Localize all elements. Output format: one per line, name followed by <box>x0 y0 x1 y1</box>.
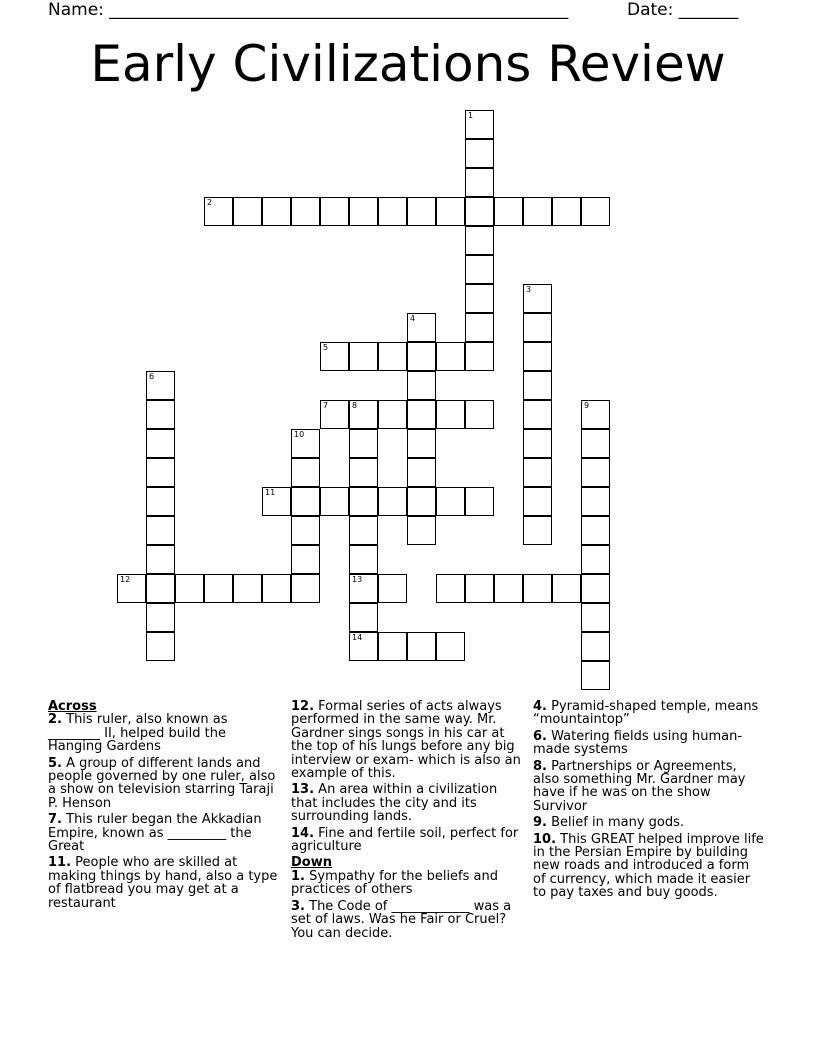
date-field[interactable]: Date: _______ <box>627 0 739 20</box>
clue-across-2 <box>48 713 280 753</box>
grid-cell[interactable] <box>581 516 610 545</box>
cell-number: 11 <box>265 488 276 497</box>
grid-cell[interactable] <box>523 371 552 400</box>
grid-cell[interactable] <box>436 342 465 371</box>
cell-number: 4 <box>410 314 416 323</box>
cell-number: 1 <box>468 111 474 120</box>
clue-column-2 <box>291 700 523 943</box>
grid-cell[interactable] <box>436 632 465 661</box>
clue-down-4 <box>533 700 765 727</box>
cell-number: 2 <box>207 198 213 207</box>
grid-cell[interactable] <box>407 371 436 400</box>
clue-down-6 <box>533 730 765 757</box>
grid-cell[interactable] <box>117 574 146 603</box>
grid-cell[interactable] <box>146 545 175 574</box>
grid-cell[interactable] <box>581 197 610 226</box>
across-heading: Across <box>48 699 97 714</box>
clue-across-11 <box>48 856 280 910</box>
grid-cell[interactable] <box>349 342 378 371</box>
grid-cell[interactable] <box>465 342 494 371</box>
grid-cell[interactable] <box>291 516 320 545</box>
clue-text: Formal series of acts always performed in the same way. Mr. Gardner sings songs in his car at the top of his lungs before any big interview or exam- which is also an example of this. <box>291 699 521 782</box>
down-heading: Down <box>291 855 332 871</box>
grid-cell[interactable] <box>146 603 175 632</box>
grid-cell[interactable] <box>581 661 610 690</box>
grid-cell[interactable] <box>349 458 378 487</box>
name-field[interactable]: Name: ______________________________________________________ <box>48 0 569 20</box>
grid-cell[interactable] <box>349 400 378 429</box>
cell-number: 7 <box>323 401 329 410</box>
grid-cell[interactable] <box>581 458 610 487</box>
clue-across-14 <box>291 827 523 854</box>
grid-cell[interactable] <box>349 197 378 226</box>
cell-number: 14 <box>352 633 363 642</box>
grid-cell[interactable] <box>291 429 320 458</box>
grid-cell[interactable] <box>233 574 262 603</box>
grid-cell[interactable] <box>465 313 494 342</box>
grid-cell[interactable] <box>523 342 552 371</box>
clue-number: 10. <box>533 831 557 847</box>
grid-cell[interactable] <box>523 313 552 342</box>
grid-cell[interactable] <box>407 429 436 458</box>
grid-cell[interactable] <box>146 516 175 545</box>
clue-text: Partnerships or Agreements, also something Mr. Gardner may have if he was on the show Survivor <box>533 758 746 814</box>
clue-across-12 <box>291 700 523 780</box>
grid-cell[interactable] <box>523 574 552 603</box>
grid-cell[interactable] <box>291 545 320 574</box>
clue-across-7 <box>48 813 280 853</box>
grid-cell[interactable] <box>581 632 610 661</box>
grid-cell[interactable] <box>581 574 610 603</box>
clue-down-10 <box>533 833 765 900</box>
clue-text: Pyramid-shaped temple, means “mountaintop” <box>533 699 759 728</box>
grid-cell[interactable] <box>465 197 494 226</box>
grid-cell[interactable] <box>204 197 233 226</box>
clue-down-3 <box>291 900 523 940</box>
grid-cell[interactable] <box>291 574 320 603</box>
grid-cell[interactable] <box>204 574 233 603</box>
grid-cell[interactable] <box>407 400 436 429</box>
grid-cell[interactable] <box>378 574 407 603</box>
grid-cell[interactable] <box>494 574 523 603</box>
clue-number: 1. <box>291 868 305 884</box>
clue-text: Belief in many gods. <box>551 815 685 831</box>
grid-cell[interactable] <box>146 400 175 429</box>
grid-cell[interactable] <box>407 342 436 371</box>
grid-cell[interactable] <box>349 574 378 603</box>
clue-number: 2. <box>48 712 62 728</box>
grid-cell[interactable] <box>349 487 378 516</box>
grid-cell[interactable] <box>262 574 291 603</box>
cell-number: 12 <box>120 575 131 584</box>
grid-cell[interactable] <box>523 458 552 487</box>
grid-cell[interactable] <box>581 603 610 632</box>
grid-cell[interactable] <box>146 429 175 458</box>
grid-cell[interactable] <box>407 516 436 545</box>
clue-text: An area within a civilization that includes the city and its surrounding lands. <box>291 782 498 825</box>
cell-number: 13 <box>352 575 363 584</box>
grid-cell[interactable] <box>262 487 291 516</box>
grid-cell[interactable] <box>146 458 175 487</box>
grid-cell[interactable] <box>494 197 523 226</box>
clue-down-8 <box>533 760 765 814</box>
grid-cell[interactable] <box>581 545 610 574</box>
clue-number: 13. <box>291 782 315 798</box>
grid-cell[interactable] <box>523 516 552 545</box>
grid-cell[interactable] <box>465 168 494 197</box>
clue-number: 8. <box>533 758 547 774</box>
clue-text: People who are skilled at making things by hand, also a type of flatbread you may get at a restaurant <box>48 855 278 911</box>
grid-cell[interactable] <box>523 400 552 429</box>
grid-cell[interactable] <box>407 487 436 516</box>
clue-text: This GREAT helped improve life in the Persian Empire by building new roads and introduced a form of currency, which made it easier to pay taxes and buy goods. <box>533 831 764 901</box>
clue-text: Watering fields using human-made systems <box>533 728 743 758</box>
grid-cell[interactable] <box>291 487 320 516</box>
clue-text: A group of different lands and people governed by one ruler, also a show on television starring Taraji P. Henson <box>48 755 276 811</box>
clue-number: 7. <box>48 812 62 828</box>
grid-cell[interactable] <box>436 197 465 226</box>
clue-text: This ruler began the Akkadian Empire, known as _________ the Great <box>48 812 262 855</box>
clue-number: 4. <box>533 699 547 714</box>
clue-number: 12. <box>291 699 315 714</box>
grid-cell[interactable] <box>407 458 436 487</box>
grid-cell[interactable] <box>581 400 610 429</box>
grid-cell[interactable] <box>436 574 465 603</box>
grid-cell[interactable] <box>146 632 175 661</box>
grid-cell[interactable] <box>436 487 465 516</box>
grid-cell[interactable] <box>146 371 175 400</box>
cell-number: 8 <box>352 401 358 410</box>
grid-cell[interactable] <box>291 197 320 226</box>
grid-cell[interactable] <box>523 429 552 458</box>
grid-cell[interactable] <box>349 545 378 574</box>
clue-text: The Code of ____________ was a set of laws. Was he Fair or Cruel? You can decide. <box>291 898 512 941</box>
clue-number: 11. <box>48 855 72 871</box>
grid-cell[interactable] <box>146 574 175 603</box>
clue-number: 6. <box>533 728 547 744</box>
cell-number: 6 <box>149 372 155 381</box>
clue-down-1 <box>291 870 523 897</box>
page-title: Early Civilizations Review <box>90 35 726 93</box>
grid-cell[interactable] <box>378 197 407 226</box>
grid-cell[interactable] <box>320 487 349 516</box>
cell-number: 10 <box>294 430 305 439</box>
clue-text: This ruler, also known as ________ II, helped build the Hanging Gardens <box>48 712 228 755</box>
grid-cell[interactable] <box>349 429 378 458</box>
grid-cell[interactable] <box>552 197 581 226</box>
grid-cell[interactable] <box>175 574 204 603</box>
grid-cell[interactable] <box>349 632 378 661</box>
clue-number: 9. <box>533 815 547 831</box>
grid-cell[interactable] <box>291 458 320 487</box>
grid-cell[interactable] <box>465 284 494 313</box>
grid-cell[interactable] <box>465 487 494 516</box>
grid-cell[interactable] <box>378 487 407 516</box>
clue-column-3 <box>533 700 765 903</box>
clue-down-9 <box>533 816 765 829</box>
clue-across-13 <box>291 783 523 823</box>
grid-cell[interactable] <box>262 197 291 226</box>
grid-cell[interactable] <box>523 284 552 313</box>
cell-number: 9 <box>584 401 590 410</box>
grid-cell[interactable] <box>233 197 262 226</box>
grid-cell[interactable] <box>146 487 175 516</box>
clue-number: 3. <box>291 898 305 914</box>
grid-cell[interactable] <box>436 400 465 429</box>
clue-text: Sympathy for the beliefs and practices of others <box>291 868 498 898</box>
cell-number: 3 <box>526 285 532 294</box>
grid-cell[interactable] <box>349 516 378 545</box>
clue-number: 14. <box>291 825 315 841</box>
grid-cell[interactable] <box>523 197 552 226</box>
cell-number: 5 <box>323 343 329 352</box>
grid-cell[interactable] <box>465 400 494 429</box>
clue-number: 5. <box>48 755 62 771</box>
grid-cell[interactable] <box>407 632 436 661</box>
grid-cell[interactable] <box>349 603 378 632</box>
grid-cell[interactable] <box>465 574 494 603</box>
grid-cell[interactable] <box>407 197 436 226</box>
grid-cell[interactable] <box>320 342 349 371</box>
grid-cell[interactable] <box>378 632 407 661</box>
clue-text: Fine and fertile soil, perfect for agriculture <box>291 825 519 855</box>
clue-across-5 <box>48 757 280 811</box>
grid-cell[interactable] <box>320 197 349 226</box>
grid-cell[interactable] <box>581 429 610 458</box>
grid-cell[interactable] <box>378 400 407 429</box>
grid-cell[interactable] <box>581 487 610 516</box>
grid-cell[interactable] <box>465 110 494 139</box>
grid-cell[interactable] <box>523 487 552 516</box>
grid-cell[interactable] <box>465 226 494 255</box>
grid-cell[interactable] <box>407 313 436 342</box>
grid-cell[interactable] <box>465 255 494 284</box>
grid-cell[interactable] <box>465 139 494 168</box>
clue-column-1 <box>48 700 280 913</box>
grid-cell[interactable] <box>378 342 407 371</box>
grid-cell[interactable] <box>320 400 349 429</box>
grid-cell[interactable] <box>552 574 581 603</box>
